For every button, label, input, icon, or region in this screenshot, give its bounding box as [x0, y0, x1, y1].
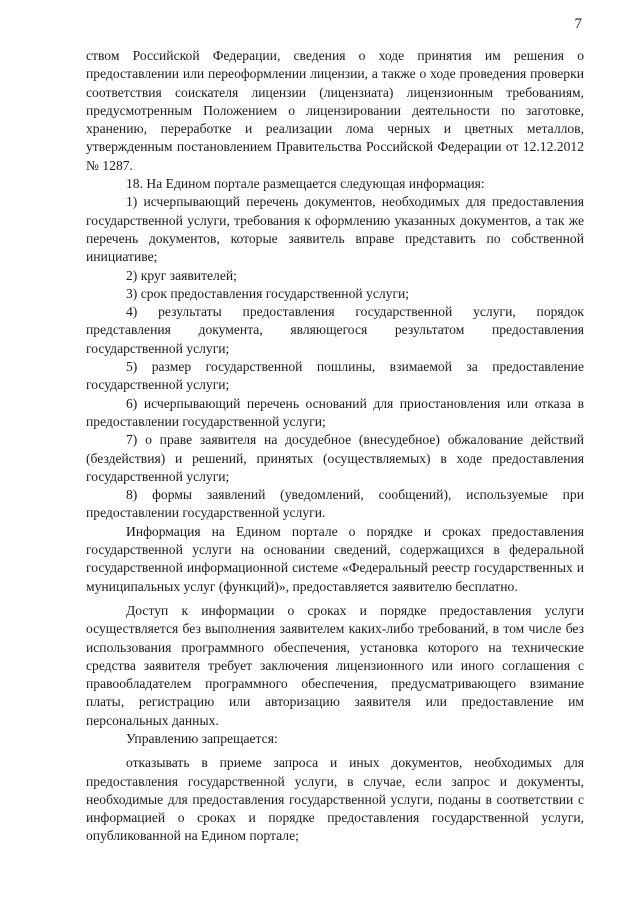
list-item-5: 5) размер государственной пошлины, взимаемой за предоставление государственной услуги;: [86, 359, 584, 393]
paragraph-section-18: 18. На Едином портале размещается следующая информация:: [126, 176, 485, 192]
list-item-6: 6) исчерпывающий перечень оснований для приостановления или отказа в предоставлении государственной услуги;: [86, 395, 584, 429]
paragraph-continuation: ством Российской Федерации, сведения о ходе принятия им решения о предоставлении или переоформлении лицензии, а также о ходе проведения проверки соответствия соискателя лицензии (лицензиата) лицензионным требованиям, предусмотренным Положением о лицензировании деятельности по заготовке, хранению, переработке и реализации лома черных и цветных металлов, утвержденным постановлением Правительства Российской Федерации от 12.12.2012 № 1287.: [86, 48, 584, 173]
list-item-8: 8) формы заявлений (уведомлений, сообщений), используемые при предоставлении государственной услуги.: [86, 487, 584, 521]
list-item-3: 3) срок предоставления государственной услуги;: [126, 285, 410, 301]
list-item-7: 7) о праве заявителя на досудебное (внесудебное) обжалование действий (бездействия) и решений, принятых (осуществляемых) в ходе предоставления государственной услуги;: [86, 432, 584, 484]
list-item-2: 2) круг заявителей;: [126, 267, 237, 283]
page-number: 7: [574, 16, 582, 32]
document-body: [86, 47, 584, 846]
paragraph-access-info: Доступ к информации о сроках и порядке предоставления услуги осуществляется без выполнения заявителем каких-либо требований, в том числе без использования программного обеспечения, установка которого на технические средства заявителя требует заключения лицензионного или иного соглашения с правообладателем программного обеспечения, предусматривающего взимание платы, регистрацию или авторизацию заявителя или предоставление им персональных данных.: [86, 602, 584, 728]
paragraph-prohibited-heading: Управлению запрещается:: [126, 730, 278, 746]
paragraph-prohibition-1: отказывать в приеме запроса и иных документов, необходимых для предоставления государственной услуги, в случае, если запрос и документы, необходимые для предоставления государственной услуги, поданы в соответствии с информацией о сроках и порядке предоставления государственной услуги, опубликованной на Едином портале;: [86, 755, 584, 844]
paragraph-portal-info: Информация на Едином портале о порядке и сроках предоставления государственной услуги на основании сведений, содержащихся в федеральной государственной информационной системе «Федеральный реестр государственных и муниципальных услуг (функций)», предоставляется заявителю бесплатно.: [86, 523, 584, 594]
list-item-4: 4) результаты предоставления государственной услуги, порядок представления документа, являющегося результатом предоставления государственной услуги;: [86, 304, 584, 356]
list-item-1: 1) исчерпывающий перечень документов, необходимых для предоставления государственной услуги, требования к оформлению указанных документов, а так же перечень документов, которые заявитель вправе представить по собственной инициативе;: [86, 194, 584, 265]
